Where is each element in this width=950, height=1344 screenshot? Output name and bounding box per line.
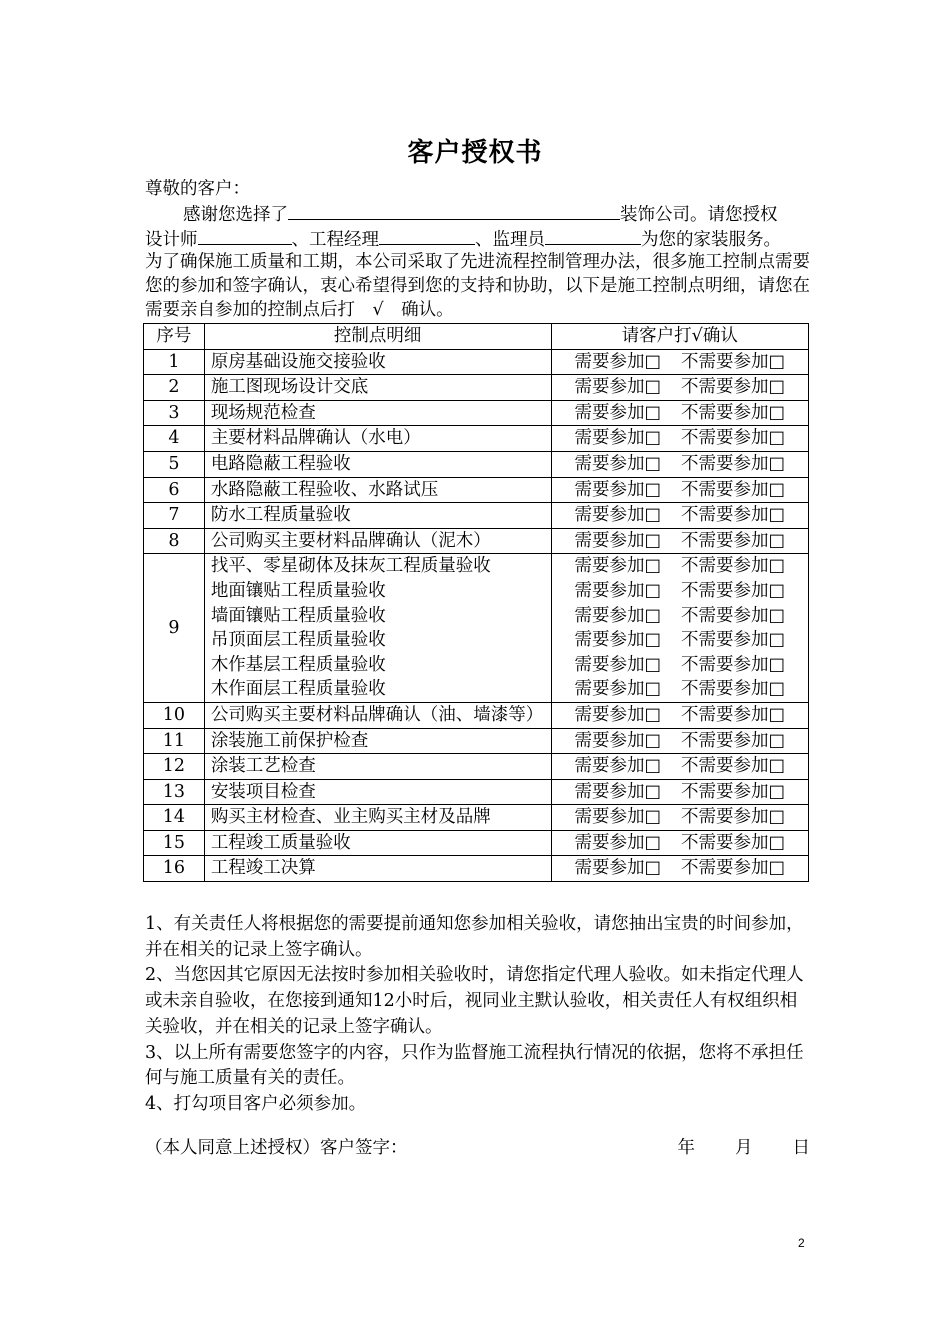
need-attend-checkbox[interactable]: 需要参加□ — [574, 402, 661, 423]
row-number: 11 — [144, 728, 205, 754]
no-need-attend-checkbox[interactable]: 不需要参加□ — [681, 832, 786, 853]
need-attend-checkbox[interactable]: 需要参加□ — [574, 704, 661, 725]
control-point-detail: 购买主材检查、业主购买主材及品牌 — [204, 805, 551, 831]
table-row — [144, 702, 809, 728]
intro-text: 装饰公司。请您授权 — [620, 205, 778, 225]
row-number: 5 — [144, 451, 205, 477]
confirm-options — [551, 628, 809, 653]
confirm-options — [551, 426, 809, 452]
date-year: 年 — [677, 1138, 695, 1158]
control-point-detail: 找平、零星砌体及抹灰工程质量验收 — [204, 554, 551, 579]
need-attend-checkbox[interactable]: 需要参加□ — [574, 730, 661, 751]
need-attend-checkbox[interactable]: 需要参加□ — [574, 505, 661, 526]
signature-date — [638, 1134, 811, 1159]
row-number: 13 — [144, 779, 205, 805]
row-number: 9 — [144, 554, 205, 703]
table-row — [144, 628, 809, 653]
need-attend-checkbox[interactable]: 需要参加□ — [574, 428, 661, 449]
note-3: 3、以上所有需要您签字的内容，只作为监督施工流程执行情况的依据，您将不承担任何与施工质量有关的责任。 — [145, 1042, 804, 1089]
table-row — [144, 653, 809, 678]
signature-label: （本人同意上述授权）客户签字： — [145, 1138, 408, 1158]
no-need-attend-checkbox[interactable]: 不需要参加□ — [681, 730, 786, 751]
no-need-attend-checkbox[interactable]: 不需要参加□ — [681, 756, 786, 777]
control-point-detail: 涂装工艺检查 — [204, 754, 551, 780]
no-need-attend-checkbox[interactable]: 不需要参加□ — [681, 807, 786, 828]
row-number: 6 — [144, 477, 205, 503]
table-row — [144, 754, 809, 780]
control-point-detail: 防水工程质量验收 — [204, 503, 551, 529]
need-attend-checkbox[interactable]: 需要参加□ — [574, 858, 661, 879]
table-row — [144, 400, 809, 426]
need-attend-checkbox[interactable]: 需要参加□ — [574, 630, 661, 651]
note-4: 4、打勾项目客户必须参加。 — [145, 1093, 367, 1114]
confirm-options — [551, 830, 809, 856]
table-row — [144, 830, 809, 856]
document-title: 客户授权书 — [407, 138, 543, 168]
need-attend-checkbox[interactable]: 需要参加□ — [574, 781, 661, 802]
note-1: 1、有关责任人将根据您的需要提前通知您参加相关验收，请您抽出宝贵的时间参加，并在相关的记录上签字确认。 — [145, 914, 804, 960]
control-point-detail: 地面镶贴工程质量验收 — [204, 579, 551, 604]
need-attend-checkbox[interactable]: 需要参加□ — [574, 832, 661, 853]
confirm-options — [551, 528, 809, 554]
note-2: 2、当您因其它原因无法按时参加相关验收时，请您指定代理人验收。如未指定代理人或未亲自验收，在您接到通知12小时后，视同业主默认验收，相关责任人有权组织相关验收，并在相关的记录上签字确认。 — [145, 965, 804, 1037]
table-row — [144, 856, 809, 882]
date-day: 日 — [792, 1138, 810, 1158]
table-row — [144, 503, 809, 529]
row-number: 15 — [144, 830, 205, 856]
row-number: 4 — [144, 426, 205, 452]
no-need-attend-checkbox[interactable]: 不需要参加□ — [681, 679, 786, 700]
no-need-attend-checkbox[interactable]: 不需要参加□ — [681, 505, 786, 526]
confirm-options — [551, 728, 809, 754]
no-need-attend-checkbox[interactable]: 不需要参加□ — [681, 630, 786, 651]
control-point-detail: 水路隐蔽工程验收、水路试压 — [204, 477, 551, 503]
intro-paragraph: 为了确保施工质量和工期，本公司采取了先进流程控制管理办法，很多施工控制点需要您的参加和签字确认，衷心希望得到您的支持和协助，以下是施工控制点明细，请您在需要亲自参加的控制点后打 √ 确认。 — [145, 252, 810, 320]
control-point-detail: 电路隐蔽工程验收 — [204, 451, 551, 477]
no-need-attend-checkbox[interactable]: 不需要参加□ — [681, 580, 786, 601]
confirm-options — [551, 702, 809, 728]
notes-section — [145, 912, 810, 1118]
no-need-attend-checkbox[interactable]: 不需要参加□ — [681, 377, 786, 398]
confirm-options — [551, 653, 809, 678]
row-number: 8 — [144, 528, 205, 554]
intro-line-2 — [145, 226, 810, 252]
intro-text: 感谢您选择了 — [183, 205, 288, 225]
row-number: 10 — [144, 702, 205, 728]
confirm-options — [551, 754, 809, 780]
confirm-options — [551, 856, 809, 882]
header-detail: 控制点明细 — [204, 324, 551, 350]
table-row — [144, 349, 809, 375]
signature-line — [145, 1134, 810, 1159]
no-need-attend-checkbox[interactable]: 不需要参加□ — [681, 556, 786, 577]
intro-text: 、监理员 — [475, 230, 545, 250]
control-point-detail: 涂装施工前保护检查 — [204, 728, 551, 754]
need-attend-checkbox[interactable]: 需要参加□ — [574, 530, 661, 551]
control-point-detail: 木作面层工程质量验收 — [204, 677, 551, 702]
table-row — [144, 528, 809, 554]
row-number: 1 — [144, 349, 205, 375]
no-need-attend-checkbox[interactable]: 不需要参加□ — [681, 605, 786, 626]
control-point-detail: 施工图现场设计交底 — [204, 375, 551, 401]
control-point-detail: 木作基层工程质量验收 — [204, 653, 551, 678]
table-row — [144, 554, 809, 579]
row-number: 3 — [144, 400, 205, 426]
confirm-options — [551, 503, 809, 529]
control-point-detail: 现场规范检查 — [204, 400, 551, 426]
control-point-detail: 原房基础设施交接验收 — [204, 349, 551, 375]
row-number: 16 — [144, 856, 205, 882]
table-row — [144, 579, 809, 604]
designer-blank[interactable] — [198, 226, 292, 245]
no-need-attend-checkbox[interactable]: 不需要参加□ — [681, 704, 786, 725]
supervisor-blank[interactable] — [545, 226, 641, 245]
need-attend-checkbox[interactable]: 需要参加□ — [574, 679, 661, 700]
no-need-attend-checkbox[interactable]: 不需要参加□ — [681, 781, 786, 802]
control-points-table — [143, 323, 809, 882]
need-attend-checkbox[interactable]: 需要参加□ — [574, 479, 661, 500]
confirm-options — [551, 579, 809, 604]
header-index: 序号 — [144, 324, 205, 350]
date-month: 月 — [735, 1138, 753, 1158]
confirm-options — [551, 805, 809, 831]
header-confirm: 请客户打√确认 — [551, 324, 809, 350]
control-point-detail: 墙面镶贴工程质量验收 — [204, 604, 551, 629]
no-need-attend-checkbox[interactable]: 不需要参加□ — [681, 351, 786, 372]
table-row — [144, 728, 809, 754]
table-row — [144, 604, 809, 629]
no-need-attend-checkbox[interactable]: 不需要参加□ — [681, 402, 786, 423]
intro-text: 设计师 — [145, 230, 198, 250]
company-name-blank[interactable] — [288, 201, 620, 220]
confirm-options — [551, 604, 809, 629]
confirm-options — [551, 554, 809, 579]
control-point-detail: 安装项目检查 — [204, 779, 551, 805]
intro-text: 为您的家装服务。 — [641, 230, 781, 250]
table-row — [144, 451, 809, 477]
intro-line-1 — [145, 201, 810, 227]
confirm-options — [551, 451, 809, 477]
confirm-options — [551, 477, 809, 503]
confirm-options — [551, 677, 809, 702]
need-attend-checkbox[interactable]: 需要参加□ — [574, 377, 661, 398]
table-row — [144, 677, 809, 702]
table-row — [144, 426, 809, 452]
control-point-detail: 公司购买主要材料品牌确认（油、墙漆等） — [204, 702, 551, 728]
no-need-attend-checkbox[interactable]: 不需要参加□ — [681, 858, 786, 879]
project-manager-blank[interactable] — [379, 226, 475, 245]
table-row — [144, 779, 809, 805]
row-number: 7 — [144, 503, 205, 529]
no-need-attend-checkbox[interactable]: 不需要参加□ — [681, 453, 786, 474]
table-header-row — [144, 324, 809, 350]
control-point-detail: 吊顶面层工程质量验收 — [204, 628, 551, 653]
control-point-detail: 公司购买主要材料品牌确认（泥木） — [204, 528, 551, 554]
control-point-detail: 主要材料品牌确认（水电） — [204, 426, 551, 452]
confirm-options — [551, 400, 809, 426]
need-attend-checkbox[interactable]: 需要参加□ — [574, 807, 661, 828]
confirm-options — [551, 349, 809, 375]
greeting: 尊敬的客户： — [145, 179, 250, 199]
no-need-attend-checkbox[interactable]: 不需要参加□ — [681, 479, 786, 500]
control-point-detail: 工程竣工决算 — [204, 856, 551, 882]
row-number: 12 — [144, 754, 205, 780]
row-number: 2 — [144, 375, 205, 401]
need-attend-checkbox[interactable]: 需要参加□ — [574, 756, 661, 777]
no-need-attend-checkbox[interactable]: 不需要参加□ — [681, 530, 786, 551]
page-number: 2 — [798, 1236, 805, 1250]
confirm-options — [551, 375, 809, 401]
need-attend-checkbox[interactable]: 需要参加□ — [574, 580, 661, 601]
need-attend-checkbox[interactable]: 需要参加□ — [574, 351, 661, 372]
no-need-attend-checkbox[interactable]: 不需要参加□ — [681, 654, 786, 675]
need-attend-checkbox[interactable]: 需要参加□ — [574, 556, 661, 577]
table-row — [144, 477, 809, 503]
need-attend-checkbox[interactable]: 需要参加□ — [574, 453, 661, 474]
confirm-options — [551, 779, 809, 805]
table-row — [144, 375, 809, 401]
table-row — [144, 805, 809, 831]
need-attend-checkbox[interactable]: 需要参加□ — [574, 605, 661, 626]
row-number: 14 — [144, 805, 205, 831]
need-attend-checkbox[interactable]: 需要参加□ — [574, 654, 661, 675]
intro-text: 、工程经理 — [291, 230, 379, 250]
no-need-attend-checkbox[interactable]: 不需要参加□ — [681, 428, 786, 449]
control-point-detail: 工程竣工质量验收 — [204, 830, 551, 856]
